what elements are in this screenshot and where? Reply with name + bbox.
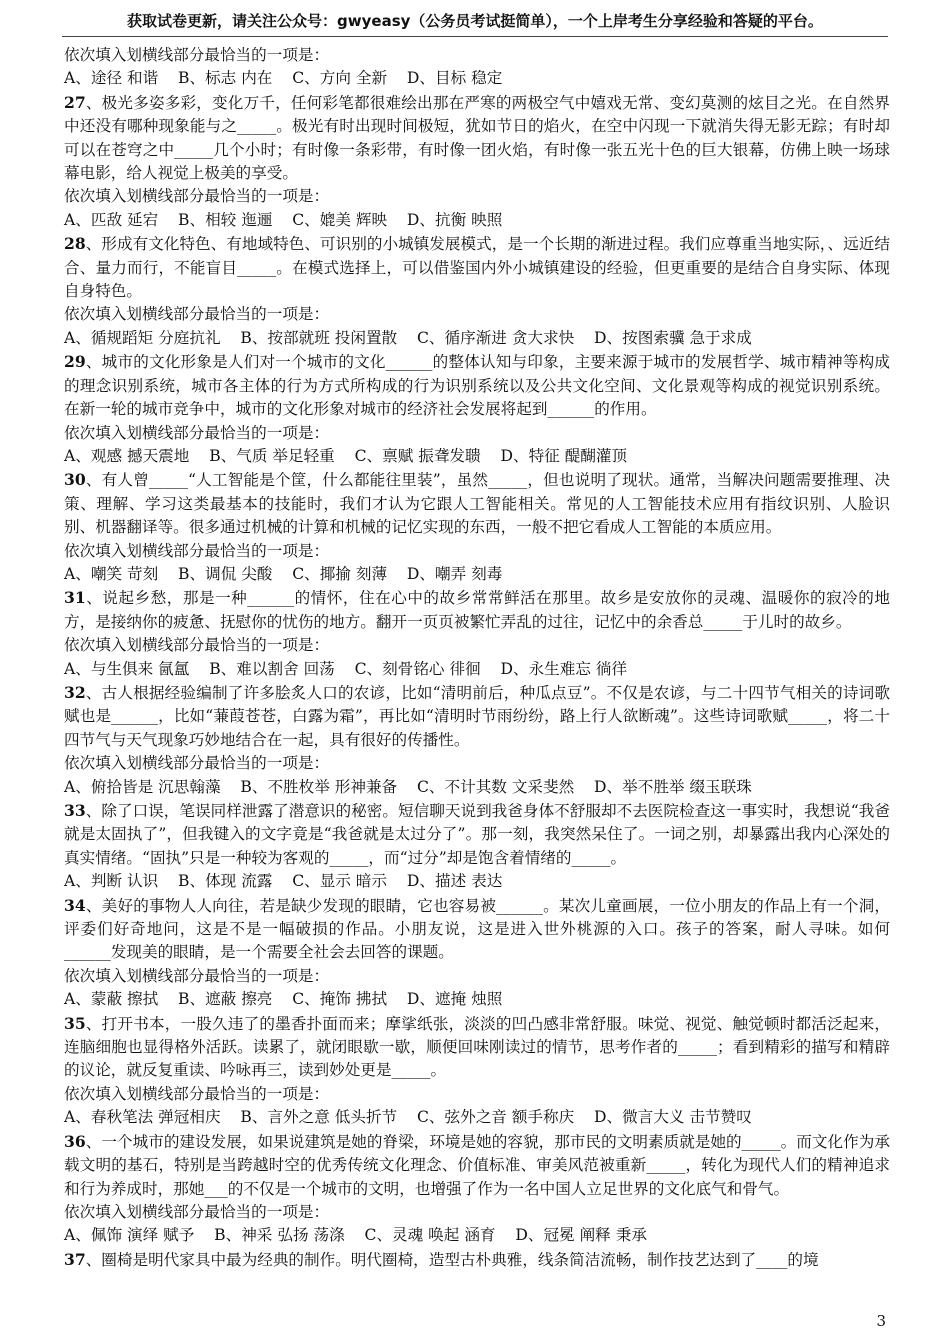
question-text: 、城市的文化形象是人们对一个城市的文化______的整体认知与印象，主要来源于城市的发展哲学、城市精神等构成的理念识别系统，城市各主体的行为方式所构成的行为识别系统以及公共文化空间、文化景观等构成的视觉识别系统。在新一轮的城市竞争中，城市的文化形象对城市的经济社会发展将起到______的作用。 (64, 353, 890, 419)
question-number: 30 (64, 470, 86, 490)
answer-options: A、匹敌 延宕 B、相较 迤逦 C、媲美 辉映 D、抗衡 映照 (64, 210, 503, 229)
answer-options: A、判断 认识 B、体现 流露 C、显示 暗示 D、描述 表达 (64, 872, 503, 891)
question-text: 、说起乡愁，那是一种______的情怀，住在心中的故乡常常鲜活在那里。故乡是安放你的灵魂、温暖你的寂冷的地方，是接纳你的疲惫、抚慰你的忧伤的地方。翻开一页页被繁忙弄乱的过往，记忆中的余香总_____于儿时的故乡。 (64, 589, 890, 631)
question-number: 31 (64, 588, 86, 608)
question-text: 、圈椅是明代家具中最为经典的制作。明代圈椅，造型古朴典雅，线条简洁流畅，制作技艺达到了____的境 (85, 1250, 819, 1269)
question-prompt: 依次填入划横线部分最恰当的一项是： (64, 423, 330, 442)
question-prompt: 依次填入划横线部分最恰当的一项是： (64, 541, 330, 560)
page-header: 获取试卷更新，请关注公众号：gwyeasy（公务员考试挺简单），一个上岸考生分享经验和答疑的平台。 (127, 12, 823, 30)
answer-options: A、嘲笑 苛刻 B、调侃 尖酸 C、揶揄 刻薄 D、嘲弄 刻毒 (64, 564, 503, 583)
answer-options: A、俯拾皆是 沉思翰藻 B、不胜枚举 形神兼备 C、不计其数 文采斐然 D、举不胜举 缀玉联珠 (64, 777, 752, 796)
question-prompt: 依次填入划横线部分最恰当的一项是： (64, 1084, 330, 1103)
question-text: 、形成有文化特色、有地域特色、可识别的小城镇发展模式，是一个长期的渐进过程。我们应尊重当地实际，、远近结合、量力而行，不能盲目_____。在模式选择上，可以借鉴国内外小城镇建设的经验，但更重要的是结合自身实际、体现自身特色。 (64, 235, 890, 301)
question-number: 29 (64, 352, 86, 372)
header-divider (62, 36, 888, 37)
answer-options: A、蒙蔽 擦拭 B、遮蔽 擦亮 C、掩饰 拂拭 D、遮掩 烛照 (64, 990, 503, 1009)
question-text: 、一个城市的建设发展，如果说建筑是她的脊梁，环境是她的容貌，那市民的文明素质就是她的_____。而文化作为承载文明的基石，特别是当跨越时空的优秀传统文化理念、价值标准、审美风范被重新_____，转化为现代人们的精神追求和行为养成时，那她___的不仅是一个城市的文明，也增强了作为一名中国人立足世界的文化底气和骨气。 (64, 1132, 890, 1198)
question-prompt: 依次填入划横线部分最恰当的一项是： (64, 46, 330, 64)
question-29 (64, 350, 890, 421)
question-35 (64, 1012, 890, 1083)
question-text: 、美好的事物人人向往，若是缺少发现的眼睛，它也容易被______。某次儿童画展，一位小朋友的作品上有一个洞，评委们好奇地问，这是不是一幅破损的作品。小朋友说，这是进入世外桃源的入口。孩子的答案，耐人寻味。如何______发现美的眼睛，是一个需要全社会去回答的课题。 (64, 896, 890, 962)
document-body (64, 44, 890, 1272)
question-number: 34 (64, 895, 86, 915)
question-prompt: 依次填入划横线部分最恰当的一项是： (64, 1202, 330, 1221)
question-30 (64, 468, 890, 539)
question-text: 、除了口误，笔误同样泄露了潜意识的秘密。短信聊天说到我爸身体不舒服却不去医院检查这一事实时，我想说“我爸就是太固执了”，但我键入的文字竟是“我爸就是太过分了”。那一刻，我突然呆住了。一词之别，却暴露出我内心深处的真实情绪。“固执”只是一种较为客观的_____，而“过分”却是饱含着情绪的_____。 (64, 802, 890, 867)
question-number: 36 (64, 1131, 86, 1151)
question-32 (64, 681, 890, 752)
question-text: 、古人根据经验编制了许多脍炙人口的农谚，比如“清明前后，种瓜点豆”。不仅是农谚，与二十四节气相关的诗词歌赋也是______，比如“蒹葭苍苍，白露为霜”，再比如“清明时节雨纷纷，路上行人欲断魂”。这些诗词歌赋_____，将二十四节气与天气现象巧妙地结合在一起，具有很好的传播性。 (64, 683, 890, 749)
question-number: 27 (64, 92, 86, 112)
question-text: 、极光多姿多彩，变化万千，任何彩笔都很难绘出那在严寒的两极空气中嬉戏无常、变幻莫测的炫目之光。在自然界中还没有哪种现象能与之_____。极光有时出现时间极短，犹如节日的焰火，在空中闪现一下就消失得无影无踪；有时却可以在苍穹之中_____几个小时；有时像一条彩带，有时像一团火焰，有时像一张五光十色的巨大银幕，仿佛上映一场球幕电影，给人视觉上极美的享受。 (64, 93, 890, 183)
answer-options: A、途径 和谐 B、标志 内在 C、方向 全新 D、目标 稳定 (64, 69, 503, 88)
question-33 (64, 799, 890, 870)
question-number: 33 (64, 801, 86, 820)
question-27 (64, 91, 890, 186)
question-number: 28 (64, 234, 86, 254)
question-text: 、有人曾_____“人工智能是个筐，什么都能往里装”，虽然_____，但也说明了现状。通常，当解决问题需要推理、决策、理解、学习这类最基本的技能时，我们才认为它跟人工智能相关。常见的人工智能技术应用有指纹识别、人脸识别、机器翻译等。很多通过机械的计算和机械的记忆实现的东西，一般不把它看成人工智能的本质应用。 (64, 471, 890, 537)
answer-options: A、春秋笔法 弹冠相庆 B、言外之意 低头折节 C、弦外之音 额手称庆 D、微言大义 击节赞叹 (64, 1108, 752, 1127)
answer-options: A、观感 撼天震地 B、气质 举足轻重 C、禀赋 振聋发聩 D、特征 醍醐灌顶 (64, 446, 628, 465)
answer-options: A、与生俱来 氤氲 B、难以割舍 回荡 C、刻骨铭心 徘徊 D、永生难忘 徜徉 (64, 659, 628, 678)
answer-options: A、循规蹈矩 分庭抗礼 B、按部就班 投闲置散 C、循序渐进 贪大求快 D、按图索骥 急于求成 (64, 328, 752, 347)
question-prompt: 依次填入划横线部分最恰当的一项是： (64, 636, 330, 655)
question-number: 35 (64, 1013, 86, 1033)
question-prompt: 依次填入划横线部分最恰当的一项是： (64, 187, 330, 206)
question-36 (64, 1130, 890, 1201)
question-28 (64, 232, 890, 303)
question-31 (64, 586, 890, 634)
question-text: 、打开书本，一股久违了的墨香扑面而来；摩挲纸张，淡淡的凹凸感非常舒服。味觉、视觉、触觉顿时都活泛起来，连脑细胞也显得格外活跃。读累了，就闭眼歇一歇，顺便回味刚读过的情节，思考作者的_____；看到精彩的描写和精辟的议论，就反复重读、吟咏再三，读到妙处更是_____。 (64, 1014, 890, 1080)
question-37 (64, 1248, 890, 1272)
question-prompt: 依次填入划横线部分最恰当的一项是： (64, 966, 330, 985)
answer-options: A、佩饰 演绎 赋予 B、神采 弘扬 荡涤 C、灵魂 唤起 涵育 D、冠冕 阐释 秉承 (64, 1226, 647, 1245)
page-number: 3 (876, 1312, 886, 1330)
question-34 (64, 894, 890, 965)
question-number: 37 (64, 1249, 86, 1269)
question-number: 32 (64, 682, 86, 702)
question-prompt: 依次填入划横线部分最恰当的一项是： (64, 305, 330, 324)
question-prompt: 依次填入划横线部分最恰当的一项是： (64, 754, 330, 773)
